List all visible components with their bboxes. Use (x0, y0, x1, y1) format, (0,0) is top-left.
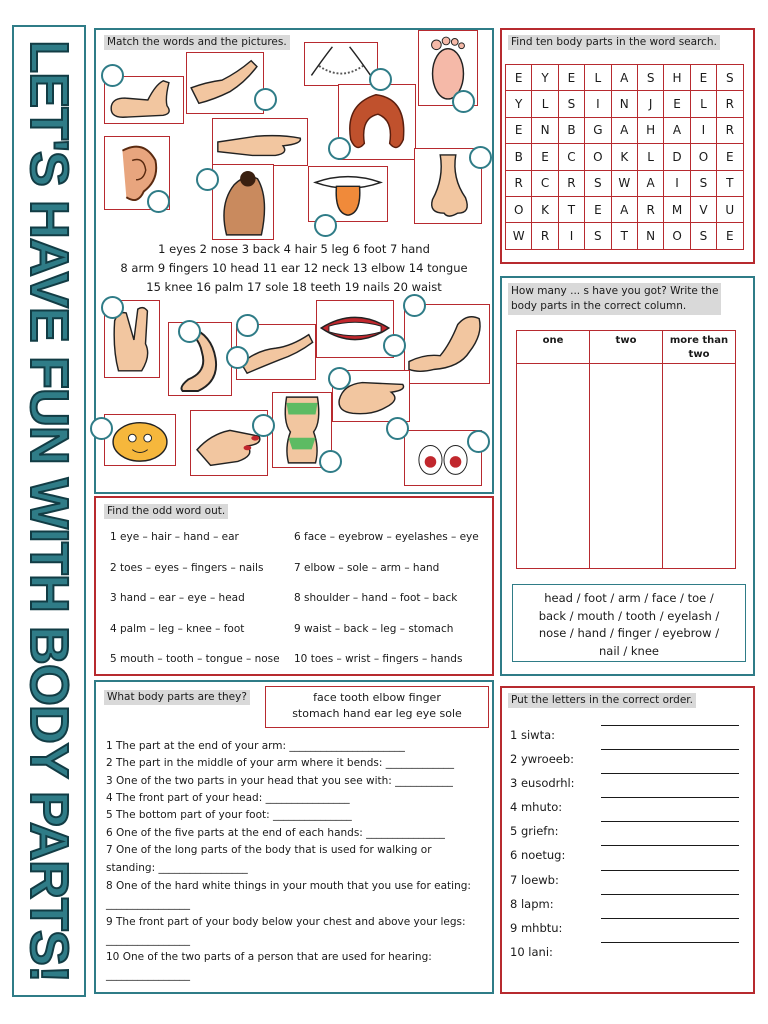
scramble-item: 8 lapm: (510, 897, 554, 911)
wordsearch-cell[interactable]: E (506, 65, 532, 91)
howmany-word-box (512, 584, 746, 662)
scramble-item: 4 mhuto: (510, 800, 563, 814)
question-line: ________________ (106, 898, 190, 910)
options-line: face tooth elbow finger (313, 691, 441, 704)
scramble-answer-line[interactable] (601, 918, 739, 919)
wordsearch-cell[interactable]: B (506, 144, 532, 170)
wordsearch-cell[interactable]: R (637, 196, 663, 222)
word-list-line: 1 eyes 2 nose 3 back 4 hair 5 leg 6 foot 7 hand (158, 242, 430, 256)
word-list-line: 15 knee 16 palm 17 sole 18 teeth 19 nails 20 waist (146, 280, 442, 294)
question-line: 9 The front part of your body below your chest and above your legs: (106, 916, 466, 928)
wordsearch-cell[interactable]: L (532, 91, 558, 117)
howmany-instruction-line: body parts in the correct column. (511, 300, 687, 312)
scramble-answer-line[interactable] (601, 749, 739, 750)
wordsearch-cell[interactable]: E (506, 117, 532, 143)
answer-circle[interactable] (469, 146, 492, 169)
wordsearch-row (506, 117, 744, 143)
answer-circle[interactable] (403, 294, 426, 317)
whatparts-instruction: What body parts are they? (104, 690, 250, 705)
odd-item: 5 mouth – tooth – tongue – nose (110, 653, 280, 665)
wordsearch-cell[interactable]: K (532, 196, 558, 222)
wordsearch-cell[interactable]: S (717, 65, 743, 91)
wordsearch-cell[interactable]: N (637, 223, 663, 249)
wordsearch-cell[interactable]: R (717, 91, 743, 117)
match-instruction: Match the words and the pictures. (104, 35, 290, 50)
tongue-picture (308, 166, 388, 222)
odd-item: 6 face – eyebrow – eyelashes – eye (294, 531, 479, 543)
question-line: 10 One of the two parts of a person that are used for hearing: (106, 951, 432, 963)
scramble-instruction: Put the letters in the correct order. (508, 693, 696, 708)
wordsearch-cell[interactable]: I (585, 91, 611, 117)
question-line: 6 One of the five parts at the end of each hands: _______________ (106, 827, 445, 839)
answer-circle[interactable] (178, 320, 201, 343)
question-line: ________________ (106, 969, 190, 981)
wordsearch-cell[interactable]: L (637, 144, 663, 170)
wordsearch-cell[interactable]: G (585, 117, 611, 143)
odd-item: 3 hand – ear – eye – head (110, 592, 245, 604)
scramble-item: 1 siwta: (510, 728, 555, 742)
wordsearch-cell[interactable]: E (717, 223, 743, 249)
wordsearch-cell[interactable]: C (558, 144, 584, 170)
scramble-answer-line[interactable] (601, 725, 739, 726)
wordsearch-cell[interactable]: R (717, 117, 743, 143)
hand-picture (212, 118, 308, 166)
wordsearch-cell[interactable]: A (611, 196, 637, 222)
answer-circle[interactable] (147, 190, 170, 213)
wordsearch-cell[interactable]: T (717, 170, 743, 196)
head-picture (104, 414, 176, 466)
question-line: standing: _________________ (106, 862, 248, 874)
wordsearch-cell[interactable]: A (611, 117, 637, 143)
scramble-item: 7 loewb: (510, 873, 559, 887)
wordsearch-cell[interactable]: A (611, 65, 637, 91)
wordsearch-cell[interactable]: B (558, 117, 584, 143)
wordsearch-cell[interactable]: R (558, 170, 584, 196)
oddword-section (94, 496, 494, 676)
column-more-header (663, 331, 736, 364)
wordsearch-cell[interactable]: L (585, 65, 611, 91)
odd-item: 9 waist – back – leg – stomach (294, 623, 454, 635)
wordsearch-cell[interactable]: E (532, 144, 558, 170)
wordsearch-cell[interactable]: Y (506, 91, 532, 117)
howmany-instruction-line: How many ... s have you got? Write the (511, 285, 719, 297)
question-line: 3 One of the two parts in your head that you see with: ___________ (106, 775, 453, 787)
wordsearch-cell[interactable]: O (664, 223, 690, 249)
word-list-line: 8 arm 9 fingers 10 head 11 ear 12 neck 13 elbow 14 tongue (120, 261, 468, 275)
vertical-title-box (12, 25, 86, 997)
wordsearch-cell[interactable]: H (637, 117, 663, 143)
column-more-answer-area[interactable] (663, 364, 736, 569)
wordsearch-cell[interactable]: O (585, 144, 611, 170)
wordsearch-cell[interactable]: T (611, 223, 637, 249)
answer-circle[interactable] (452, 90, 475, 113)
question-line: 2 The part in the middle of your arm where it bends: _____________ (106, 757, 454, 769)
wordsearch-cell[interactable]: Y (532, 65, 558, 91)
wordsearch-cell[interactable]: J (637, 91, 663, 117)
wordsearch-cell[interactable]: I (690, 117, 716, 143)
odd-item: 4 palm – leg – knee – foot (110, 623, 245, 635)
column-one-header: one (517, 331, 590, 364)
wordsearch-cell[interactable]: I (558, 223, 584, 249)
wordsearch-row (506, 91, 744, 117)
wordsearch-cell[interactable]: S (690, 170, 716, 196)
column-two-header: two (590, 331, 663, 364)
teeth-picture (316, 300, 394, 358)
scramble-answer-line[interactable] (601, 845, 739, 846)
wordsearch-cell[interactable]: N (611, 91, 637, 117)
scramble-answer-line[interactable] (601, 773, 739, 774)
back-picture (212, 164, 274, 240)
wordsearch-row (506, 65, 744, 91)
columns-table (516, 330, 736, 569)
question-line: ________________ (106, 934, 190, 946)
wordsearch-cell[interactable]: S (637, 65, 663, 91)
scramble-answer-line[interactable] (601, 942, 739, 943)
wordsearch-cell[interactable]: D (664, 144, 690, 170)
answer-circle[interactable] (101, 296, 124, 319)
answer-circle[interactable] (319, 450, 342, 473)
wordsearch-cell[interactable]: V (690, 196, 716, 222)
wordsearch-cell[interactable]: E (664, 91, 690, 117)
answer-circle[interactable] (383, 334, 406, 357)
column-two-answer-area[interactable] (590, 364, 663, 569)
scramble-answer-line[interactable] (601, 870, 739, 871)
column-more-label: more than (669, 335, 729, 346)
wordsearch-cell[interactable]: T (558, 196, 584, 222)
answer-circle[interactable] (314, 214, 337, 237)
neck-picture (304, 42, 378, 86)
wordsearch-cell[interactable]: M (664, 196, 690, 222)
answer-circle[interactable] (328, 367, 351, 390)
wordsearch-cell[interactable]: S (558, 91, 584, 117)
answer-circle[interactable] (90, 417, 113, 440)
wordsearch-row (506, 170, 744, 196)
question-line: 1 The part at the end of your arm: ______________________ (106, 740, 405, 752)
leg-picture (186, 52, 264, 114)
answer-circle[interactable] (369, 68, 392, 91)
match-word-list (96, 240, 492, 297)
wordsearch-cell[interactable]: E (585, 196, 611, 222)
odd-item: 7 elbow – sole – arm – hand (294, 562, 440, 574)
wordsearch-cell[interactable]: R (532, 223, 558, 249)
question-line: 7 One of the long parts of the body that is used for walking or (106, 844, 432, 856)
odd-item: 2 toes – eyes – fingers – nails (110, 562, 264, 574)
wordsearch-cell[interactable]: E (690, 65, 716, 91)
scramble-answer-line[interactable] (601, 797, 739, 798)
scramble-item: 2 ywroeeb: (510, 752, 575, 766)
wordsearch-cell[interactable]: L (690, 91, 716, 117)
scramble-item: 9 mhbtu: (510, 921, 563, 935)
howmany-instruction (508, 283, 721, 315)
worksheet-title: LET'S HAVE FUN WITH BODY PARTS! (19, 40, 79, 982)
answer-circle[interactable] (467, 430, 490, 453)
answer-circle[interactable] (254, 88, 277, 111)
wordsearch-cell[interactable]: R (506, 170, 532, 196)
options-line: stomach hand ear leg eye sole (292, 707, 462, 720)
wordsearch-cell[interactable]: A (664, 117, 690, 143)
wordsearch-instruction: Find ten body parts in the word search. (508, 35, 720, 50)
scramble-item: 10 lani: (510, 945, 553, 959)
scramble-item: 3 eusodrhl: (510, 776, 575, 790)
wordsearch-cell[interactable]: K (611, 144, 637, 170)
column-one-answer-area[interactable] (517, 364, 590, 569)
wordsearch-cell[interactable]: S (585, 223, 611, 249)
wordsearch-grid (505, 64, 744, 250)
answer-circle[interactable] (386, 417, 409, 440)
odd-item: 8 shoulder – hand – foot – back (294, 592, 458, 604)
odd-item: 1 eye – hair – hand – ear (110, 531, 239, 543)
wordsearch-cell[interactable]: C (532, 170, 558, 196)
word-box-line: head / foot / arm / face / toe / (544, 591, 714, 605)
answer-circle[interactable] (328, 137, 351, 160)
wordsearch-cell[interactable]: W (611, 170, 637, 196)
wordsearch-cell[interactable]: O (690, 144, 716, 170)
column-more-label: two (688, 349, 710, 360)
wordsearch-cell[interactable]: W (506, 223, 532, 249)
scramble-item: 5 griefn: (510, 824, 559, 838)
question-line: 8 One of the hard white things in your mouth that you use for eating: (106, 880, 471, 892)
scramble-answer-line[interactable] (601, 894, 739, 895)
wordsearch-cell[interactable]: U (717, 196, 743, 222)
wordsearch-cell[interactable]: N (532, 117, 558, 143)
answer-circle[interactable] (236, 314, 259, 337)
question-line: 5 The bottom part of your foot: _______________ (106, 809, 352, 821)
scramble-answer-line[interactable] (601, 821, 739, 822)
question-line: 4 The front part of your head: ________________ (106, 792, 350, 804)
wordsearch-cell[interactable]: S (585, 170, 611, 196)
word-box-line: nose / hand / finger / eyebrow / (538, 626, 720, 640)
wordsearch-cell[interactable]: S (690, 223, 716, 249)
wordsearch-row (506, 144, 744, 170)
scramble-item: 6 noetug: (510, 848, 566, 862)
wordsearch-cell[interactable]: O (506, 196, 532, 222)
wordsearch-cell[interactable]: E (558, 65, 584, 91)
wordsearch-cell[interactable]: A (637, 170, 663, 196)
word-box-line: nail / knee (598, 643, 659, 658)
wordsearch-cell[interactable]: H (664, 65, 690, 91)
wordsearch-cell[interactable]: E (717, 144, 743, 170)
odd-item: 10 toes – wrist – fingers – hands (294, 653, 463, 665)
answer-circle[interactable] (196, 168, 219, 191)
wordsearch-row (506, 223, 744, 249)
wordsearch-row (506, 196, 744, 222)
oddword-instruction: Find the odd word out. (104, 504, 228, 519)
wordsearch-cell[interactable]: I (664, 170, 690, 196)
answer-circle[interactable] (101, 64, 124, 87)
answer-circle[interactable] (226, 346, 249, 369)
answer-circle[interactable] (252, 414, 275, 437)
whatparts-options-box (265, 686, 489, 728)
word-box-line: back / mouth / tooth / eyelash / (538, 608, 720, 623)
